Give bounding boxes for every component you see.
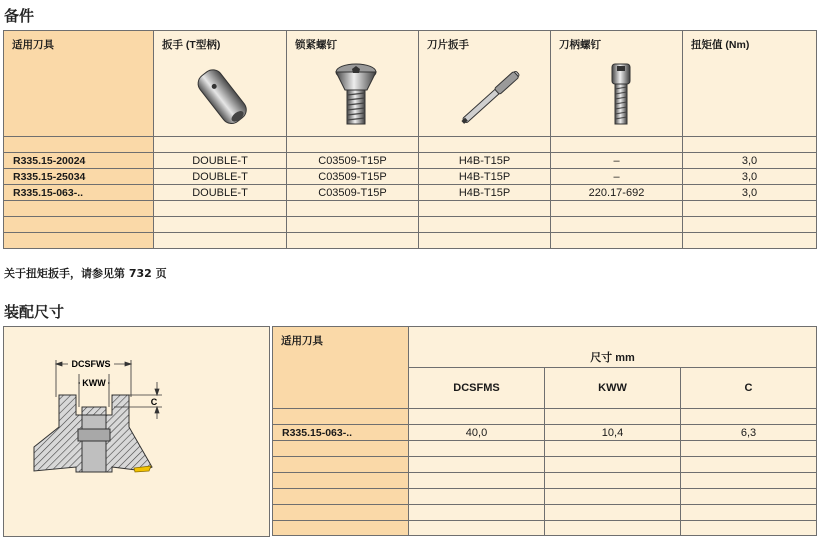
col-header-wrench: 扳手 (T型柄): [154, 31, 287, 137]
col-header-shank-screw: 刀柄螺钉: [551, 31, 683, 137]
assembly-col-header-tool: 适用刀具: [273, 327, 409, 409]
dim-label-c: C: [150, 397, 158, 407]
table-row: R335.15-20024 DOUBLE-T C03509-T15P H4B-T15P – 3,0: [4, 153, 817, 169]
col-header-c: C: [681, 368, 817, 409]
spares-heading: 备件: [4, 7, 35, 25]
dim-label-dcsfws: DCSFWS: [71, 359, 111, 369]
shank-screw-icon: [585, 62, 655, 132]
t-handle-wrench-icon: [190, 62, 260, 132]
assembly-diagram: [3, 326, 270, 537]
torque-wrench-note: 关于扭矩扳手，请参见第 732 页: [4, 267, 167, 280]
dimension-group-header: 尺寸 mm: [409, 327, 817, 368]
table-row: R335.15-063-.. 40,0 10,4 6,3: [273, 425, 817, 441]
spares-header-row: [4, 31, 817, 137]
col-header-dcsfms: DCSFMS: [409, 368, 545, 409]
col-header-insert-key: 刀片扳手: [419, 31, 551, 137]
col-header-tool: 适用刀具: [4, 31, 154, 137]
table-row: R335.15-25034 DOUBLE-T C03509-T15P H4B-T15P – 3,0: [4, 169, 817, 185]
table-row: R335.15-063-.. DOUBLE-T C03509-T15P H4B-T15P 220.17-692 3,0: [4, 185, 817, 201]
spares-table: [3, 30, 817, 249]
dim-label-kww: KWW: [82, 378, 106, 388]
assembly-heading: 装配尺寸: [4, 303, 65, 321]
col-header-kww: KWW: [545, 368, 681, 409]
locking-screw-icon: [321, 62, 391, 132]
col-header-locking-screw: 锁紧螺钉: [287, 31, 419, 137]
col-header-torque: 扭矩值 (Nm): [683, 31, 817, 137]
assembly-table: [272, 326, 817, 536]
insert-key-icon: [451, 62, 531, 132]
